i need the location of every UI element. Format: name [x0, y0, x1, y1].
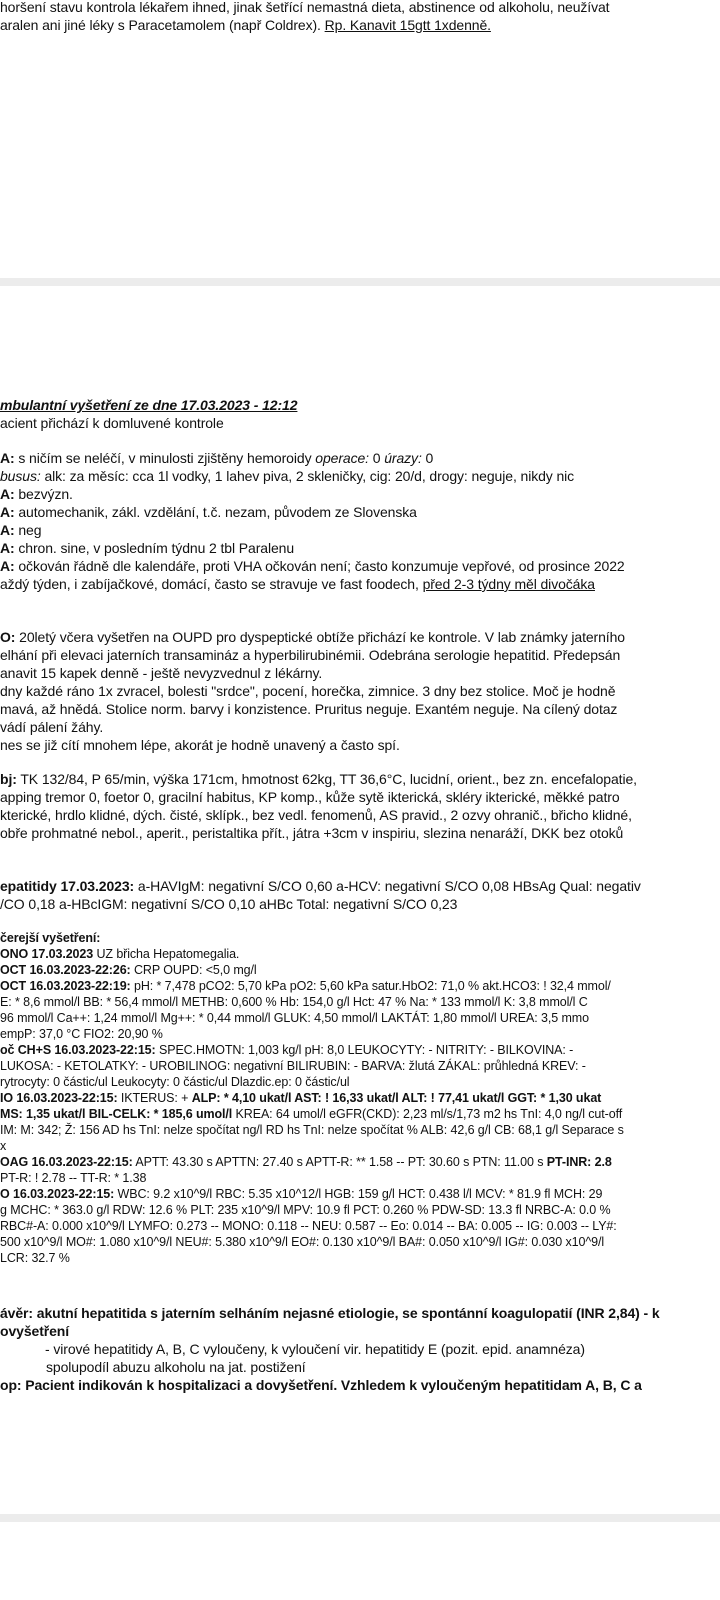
- history-ra: A: bezvýzn.: [0, 486, 73, 502]
- lab-row: oč CH+S 16.03.2023-22:15: SPEC.HMOTN: 1,003 kg/l pH: 8,0 LEUKOCYTY: - NITRITY: - BILKOVINA: -: [0, 1043, 574, 1057]
- objective-line: apping tremor 0, foetor 0, gracilní habitus, KP komp., kůže sytě ikterická, skléry ikterické, měkké patro: [0, 789, 620, 805]
- history-ea: A: očkován řádně dle kalendáře, proti VHA očkován není; často konzumuje vepřové, od prosince 2022: [0, 558, 625, 574]
- lab-row: 96 mmol/l Ca++: 1,24 mmol/l Mg++: * 0,44 mmol/l GLUK: 4,50 mmol/l LAKTÁT: 1,80 mmol/l UREA: 3,5 mmo: [0, 1011, 589, 1025]
- present-illness-line: anavit 15 kapek denně - ještě nevyzvednul z lékárny.: [0, 665, 323, 681]
- page-separator: [0, 278, 720, 286]
- history-sa: A: automechanik, zákl. vzdělání, t.č. nezam, původem ze Slovenska: [0, 504, 417, 520]
- history-ea-cont: aždý týden, i zabíjačkové, domácí, často se stravuje ve fast foodech, před 2-3 týdny měl divočáka: [0, 576, 595, 592]
- lab-row: PT-R: ! 2.78 -- TT-R: * 1.38: [0, 1171, 147, 1185]
- text-line: aralen ani jiné léky s Paracetamolem (např Coldrex). Rp. Kanavit 15gtt 1xdenně.: [0, 17, 491, 33]
- lab-row: IO 16.03.2023-22:15: IKTERUS: + ALP: * 4,10 ukat/l AST: ! 16,33 ukat/l ALT: ! 77,41 ukat/l GGT: * 1,30 ukat: [0, 1091, 602, 1105]
- objective-line: kterické, hrdlo klidné, dých. čisté, sklípk., bez vedl. fenomenů, AS pravid., 2 ozvy ohranič., břicho klidné,: [0, 807, 632, 823]
- lab-row: E: * 8,6 mmol/l BB: * 56,4 mmol/l METHB: 0,600 % Hb: 154,0 g/l Hct: 47 % Na: * 133 mmol/l K: 3,8 mmol/l C: [0, 995, 588, 1009]
- hepatitis-results: epatitidy 17.03.2023: a-HAVIgM: negativní S/CO 0,60 a-HCV: negativní S/CO 0,08 HBsAg Qual: negativ: [0, 878, 641, 894]
- conclusion: ávěr: akutní hepatitida s jaterním selháním nejasné etiologie, se spontánní koagulopatií (INR 2,84) - k: [0, 1305, 660, 1321]
- text-line: horšení stavu kontrola lékařem ihned, jinak šetřící nemastná dieta, abstinence od alkoholu, neužívat: [0, 0, 610, 15]
- present-illness-line: nes se již cítí mnohem lépe, akorát je hodně unavený a často spí.: [0, 737, 400, 753]
- lab-row: g MCHC: * 363.0 g/l RDW: 12.6 % PLT: 235 x10^9/l MPV: 10.9 fl PCT: 0.260 % PDW-SD: 13.3 fl NRBC-A: 0.0 %: [0, 1203, 611, 1217]
- report-title: mbulantní vyšetření ze dne 17.03.2023 - 12:12: [0, 397, 298, 413]
- page-separator: [0, 1514, 720, 1522]
- lab-row: OCT 16.03.2023-22:26: CRP OUPD: <5,0 mg/l: [0, 963, 257, 977]
- lab-row: LCR: 32.7 %: [0, 1251, 70, 1265]
- present-illness-line: dny každé ráno 1x zvracel, bolesti "srdce", pocení, horečka, zimnice. 3 dny bez stolice. Moč je hodně: [0, 683, 616, 699]
- lab-row: x: [0, 1139, 7, 1153]
- hepatitis-results-line: /CO 0,18 a-HBcIGM: negativní S/CO 0,10 aHBc Total: negativní S/CO 0,23: [0, 896, 458, 912]
- lab-row: ONO 17.03.2023 UZ břicha Hepatomegalia.: [0, 947, 240, 961]
- report-subtitle: acient přichází k domluvené kontrole: [0, 415, 224, 431]
- history-aa: A: neg: [0, 522, 42, 538]
- lab-row: O 16.03.2023-22:15: WBC: 9.2 x10^9/l RBC: 5.35 x10^12/l HGB: 159 g/l HCT: 0.438 l/l MCV: * 81.9 fl MCH: 29: [0, 1187, 603, 1201]
- present-illness-line: elhání při elevaci jaterních transamináz a hyperbilirubinémii. Odebrána serologie hepatitid. Předepsán: [0, 647, 621, 663]
- lab-row: OCT 16.03.2023-22:19: pH: * 7,478 pCO2: 5,70 kPa pO2: 5,60 kPa satur.HbO2: 71,0 % akt.HCO3: ! 32,4 mmol/: [0, 979, 611, 993]
- prescription-text: Rp. Kanavit 15gtt 1xdenně.: [324, 17, 491, 33]
- history-abusus: busus: alk: za měsíc: cca 1l vodky, 1 lahev piva, 2 skleničky, cig: 20/d, drogy: neguje, nikdy nic: [0, 468, 575, 484]
- page-fragment-bottom: [0, 1522, 720, 1600]
- lab-row: rytrocyty: 0 částic/ul Leukocyty: 0 částic/ul Dlazdic.ep: 0 částic/ul: [0, 1075, 350, 1089]
- lab-row: MS: 1,35 ukat/l BIL-CELK: * 185,6 umol/l KREA: 64 umol/l eGFR(CKD): 2,23 ml/s/1,73 m2 hs TnI: 4,0 ng/l cut-off: [0, 1107, 623, 1121]
- lab-row: LUKOSA: - KETOLATKY: - UROBILINOG: negativní BILIRUBIN: - BARVA: žlutá ZÁKAL: průhledná KREV: -: [0, 1059, 586, 1073]
- report-page: [0, 286, 720, 1512]
- conclusion-item: - virové hepatitidy A, B, C vyloučeny, k vyloučení vir. hepatitidy E (pozit. epid. anamnéza): [45, 1341, 585, 1357]
- conclusion-item: spolupodíl abuzu alkoholu na jat. postižení: [46, 1359, 306, 1375]
- lab-row: RBC#-A: 0.000 x10^9/l LYMFO: 0.273 -- MONO: 0.118 -- NEU: 0.587 -- Eo: 0.014 -- BA: 0.005 -- IG: 0.003 -- LY#:: [0, 1219, 617, 1233]
- present-illness: O: 20letý včera vyšetřen na OUPD pro dyspeptické obtíže přichází ke kontrole. V lab známky jaterního: [0, 629, 625, 645]
- present-illness-line: mavá, až hnědá. Stolice norm. barvy i konzistence. Pruritus neguje. Exantém neguje. Na cílený dotaz: [0, 701, 618, 717]
- history-fa: A: chron. sine, v posledním týdnu 2 tbl Paralenu: [0, 540, 295, 556]
- objective-line: obře prohmatné nebol., aperit., peristaltika přít., játra +3cm v inspiriu, slezina nenaráží, DKK bez otoků: [0, 825, 624, 841]
- history-oa: A: s ničím se neléčí, v minulosti zjištěny hemoroidy operace: 0 úrazy: 0: [0, 450, 434, 466]
- lab-row: OAG 16.03.2023-22:15: APTT: 43.30 s APTTN: 27.40 s APTT-R: ** 1.58 -- PT: 30.60 s PTN: 11.00 s PT-INR: 2.8: [0, 1155, 612, 1169]
- objective-exam: bj: TK 132/84, P 65/min, výška 171cm, hmotnost 62kg, TT 36,6°C, lucidní, orient., bez zn. encefalopatie,: [0, 771, 637, 787]
- page-fragment-top: [0, 0, 720, 276]
- procedure: op: Pacient indikován k hospitalizaci a dovyšetření. Vzhledem k vyloučeným hepatitidam A, B, C a: [0, 1377, 642, 1393]
- lab-row: IM: M: 342; Ž: 156 AD hs TnI: nelze spočítat ng/l RD hs TnI: nelze spočítat % ALB: 42,6 g/l CB: 68,1 g/l Separace s: [0, 1123, 624, 1137]
- present-illness-line: vádí pálení žáhy.: [0, 719, 104, 735]
- conclusion-line: ovyšetření: [0, 1323, 70, 1339]
- lab-row: empP: 37,0 °C FIO2: 20,90 %: [0, 1027, 163, 1041]
- lab-row: 500 x10^9/l MO#: 1.080 x10^9/l NEU#: 5.380 x10^9/l EO#: 0.130 x10^9/l BA#: 0.050 x10^9/l IG#: 0.030 x10^9/l: [0, 1235, 605, 1249]
- labs-heading: čerejší vyšetření:: [0, 931, 101, 945]
